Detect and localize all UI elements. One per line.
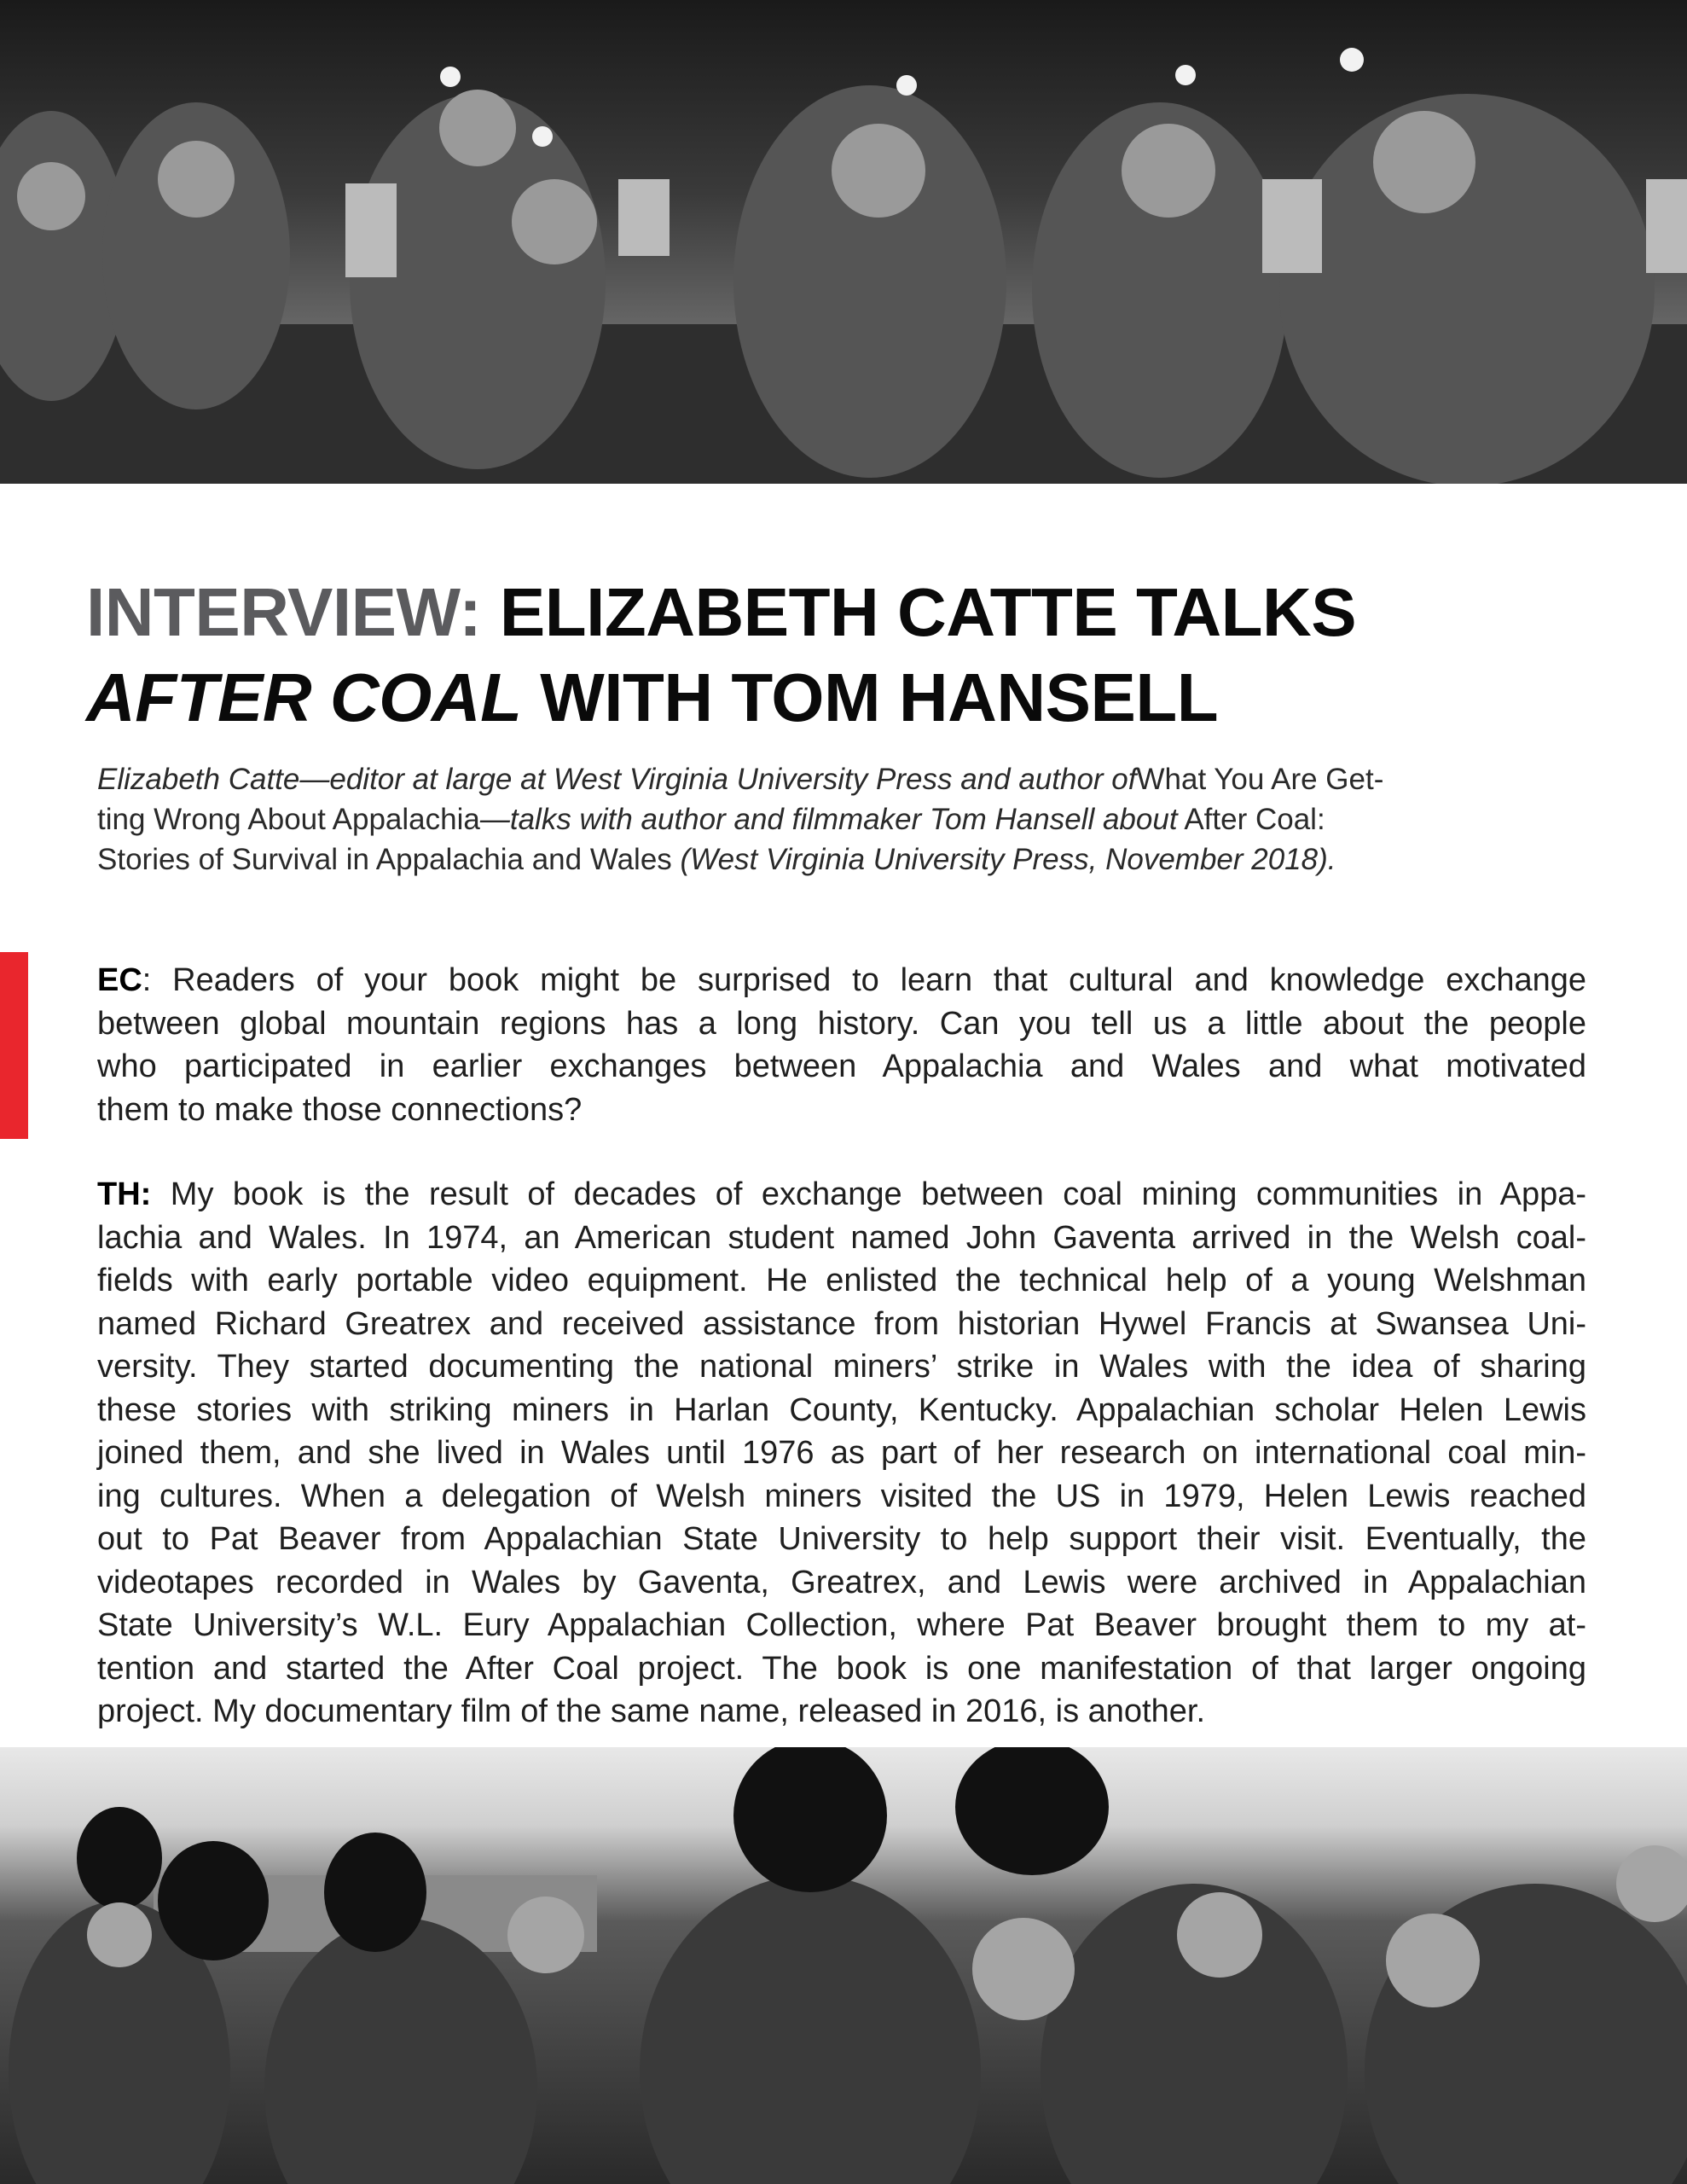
intro-book-title: After Coal: xyxy=(1177,803,1325,836)
paragraph-line: videotapes recorded in Wales by Gaventa, Greatrex, and Lewis were archived in Appalachian xyxy=(97,1564,1586,1600)
coal-miners-photo xyxy=(0,0,1687,484)
title-line1: ELIZABETH CATTE TALKS xyxy=(481,574,1357,650)
intro-deck xyxy=(97,759,1496,880)
accent-bar xyxy=(0,952,28,1139)
paragraph-line: tention and started the After Coal project. The book is one manifestation of that larger ongoing xyxy=(97,1650,1586,1687)
paragraph-line: them to make those connections? xyxy=(97,1091,583,1128)
article-title xyxy=(86,570,1356,741)
police-and-miners-photo-art xyxy=(0,1747,1687,2184)
paragraph-line: these stories with striking miners in Harlan County, Kentucky. Appalachian scholar Helen Lewis xyxy=(97,1391,1586,1428)
paragraph-line: : Readers of your book might be surprised to learn that cultural and knowledge exchange xyxy=(142,962,1586,998)
paragraph-line: between global mountain regions has a long history. Can you tell us a little about the people xyxy=(97,1005,1586,1042)
paragraph-line: fields with early portable video equipment. He enlisted the technical help of a young Welshman xyxy=(97,1263,1586,1298)
intro-text: —talks with author and filmmaker Tom Hansell about xyxy=(479,803,1178,836)
intro-text: Elizabeth Catte—editor at large at West Virginia University Press and author of xyxy=(97,763,1137,796)
intro-book-title: ting Wrong About Appalachia xyxy=(97,803,480,836)
intro-book-title: Stories of Survival in Appalachia and Wales xyxy=(97,843,672,876)
title-book-name: AFTER COAL xyxy=(86,659,522,735)
question-ec xyxy=(97,959,1586,1131)
speaker-label: EC xyxy=(97,962,142,998)
intro-book-title: What You Are Get- xyxy=(1136,763,1384,796)
paragraph-line: versity. They started documenting the national miners’ strike in Wales with the idea of sharing xyxy=(97,1349,1586,1385)
speaker-label: TH: xyxy=(97,1176,152,1212)
title-prefix: INTERVIEW: xyxy=(86,574,482,650)
paragraph-line: who participated in earlier exchanges between Appalachia and Wales and what motivated xyxy=(97,1048,1586,1084)
coal-miners-photo-art xyxy=(0,0,1687,484)
paragraph-line: out to Pat Beaver from Appalachian State University to help support their visit. Eventually, the xyxy=(97,1521,1586,1557)
answer-th xyxy=(97,1173,1586,1734)
paragraph-line: ing cultures. When a delegation of Welsh miners visited the US in 1979, Helen Lewis reached xyxy=(97,1478,1586,1514)
paragraph-line: joined them, and she lived in Wales until 1976 as part of her research on international coal min- xyxy=(97,1435,1586,1471)
title-line2: WITH TOM HANSELL xyxy=(521,659,1219,735)
paragraph-line: My book is the result of decades of exchange between coal mining communities in Appa- xyxy=(151,1176,1586,1212)
paragraph-line: lachia and Wales. In 1974, an American student named John Gaventa arrived in the Welsh coal- xyxy=(97,1219,1586,1256)
police-and-miners-photo xyxy=(0,1747,1687,2184)
paragraph-line: project. My documentary film of the same name, released in 2016, is another. xyxy=(97,1693,1205,1729)
intro-text: (West Virginia University Press, November 2018). xyxy=(671,843,1336,876)
paragraph-line: named Richard Greatrex and received assistance from historian Hywel Francis at Swansea Uni- xyxy=(97,1305,1586,1342)
paragraph-line: State University’s W.L. Eury Appalachian Collection, where Pat Beaver brought them to my at- xyxy=(97,1607,1586,1643)
